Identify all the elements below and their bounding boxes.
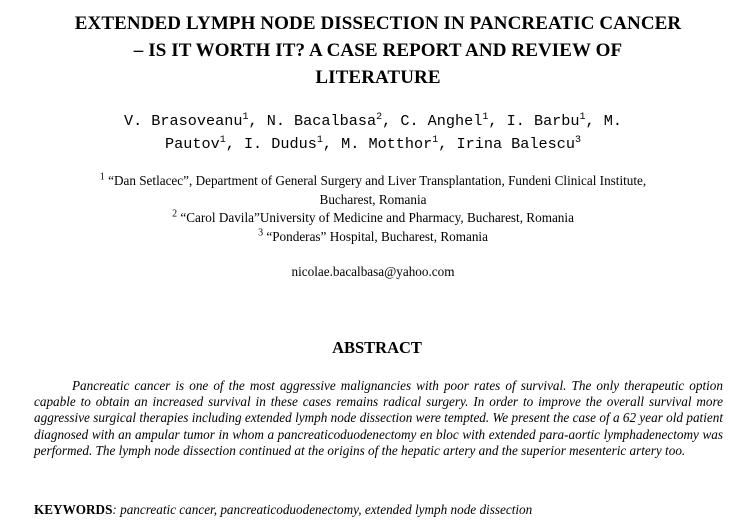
author-affiliation-mark: 3	[574, 134, 581, 146]
affiliation-number: 3	[258, 227, 264, 239]
author-affiliation-mark: 1	[482, 111, 489, 123]
affiliation-line	[40, 172, 706, 191]
author-name: I. Barbu	[506, 112, 580, 130]
author-name-second-part: Pautov	[165, 135, 220, 153]
affiliation-number: 1	[99, 171, 105, 183]
author-name-first-part: M.	[603, 112, 623, 130]
author-affiliation-mark: 1	[219, 134, 226, 146]
title-line: – IS IT WORTH IT? A CASE REPORT AND REVIEW OF	[133, 40, 623, 61]
affiliation-line	[40, 228, 706, 247]
affiliation-line	[40, 209, 706, 228]
keywords-line	[34, 502, 734, 518]
keywords-label: KEYWORDS	[34, 502, 113, 517]
affiliation-text: “Ponderas” Hospital, Bucharest, Romania	[266, 228, 488, 244]
keywords-text: pancreatic cancer, pancreaticoduodenectomy, extended lymph node dissection	[116, 502, 533, 517]
affiliation-text: “Carol Davila”University of Medicine and Pharmacy, Bucharest, Romania	[180, 210, 574, 225]
author-list	[30, 110, 716, 156]
author-name: I. Dudus	[243, 135, 317, 153]
author-affiliation-mark: 2	[376, 111, 383, 123]
affiliation-number: 2	[172, 208, 178, 220]
author-name: V. Brasoveanu	[123, 112, 243, 130]
affiliation-list	[40, 172, 706, 246]
affiliation-text: “Dan Setlacec”, Department of General Surgery and Liver Transplantation, Fundeni Clinical Institute,	[108, 173, 647, 188]
title-line: EXTENDED LYMPH NODE DISSECTION IN PANCREATIC CANCER	[74, 13, 682, 34]
author-affiliation-mark: 1	[316, 134, 323, 146]
affiliation-line	[40, 191, 706, 210]
abstract-heading: ABSTRACT	[332, 338, 422, 357]
affiliation-text: Bucharest, Romania	[319, 191, 427, 207]
author-affiliation-mark: 1	[242, 111, 249, 123]
author-line: Pautov$^1$, I. Dudus$^1$, M. Motthor$^1$, Irina Balescu$^3$	[165, 134, 581, 153]
author-affiliation-mark: 1	[579, 111, 586, 123]
abstract-text: Pancreatic cancer is one of the most aggressive malignancies with poor rates of survival. The only therapeutic option capable to obtain an increased survival in these cases remains radical surgery. In order to improve the overall survival more aggressive surgical therapies including extended lymph node dissection were tempted. We present the case of a 62 year old patient diagnosed with an ampular tumor in whom a pancreaticoduodenectomy en bloc with extended para-aortic lymphadenectomy was performed. The lymph node dissection continued at the origins of the hepatic artery and the superior mesenteric artery too.	[34, 378, 723, 458]
paper-title	[20, 10, 736, 91]
author-name: N. Bacalbasa	[266, 112, 377, 130]
author-name: M. Motthor	[341, 135, 433, 153]
contact-email: nicolae.bacalbasa@yahoo.com	[291, 264, 455, 279]
author-line: V. Brasoveanu$^1$, N. Bacalbasa$^2$, C. Anghel$^1$, I. Barbu$^1$, M.	[123, 111, 623, 130]
author-name: C. Anghel	[400, 112, 483, 130]
author-name: Irina Balescu	[456, 135, 575, 153]
keywords-colon: :	[112, 502, 117, 517]
author-affiliation-mark: 1	[432, 134, 439, 146]
title-line: LITERATURE	[315, 67, 441, 88]
